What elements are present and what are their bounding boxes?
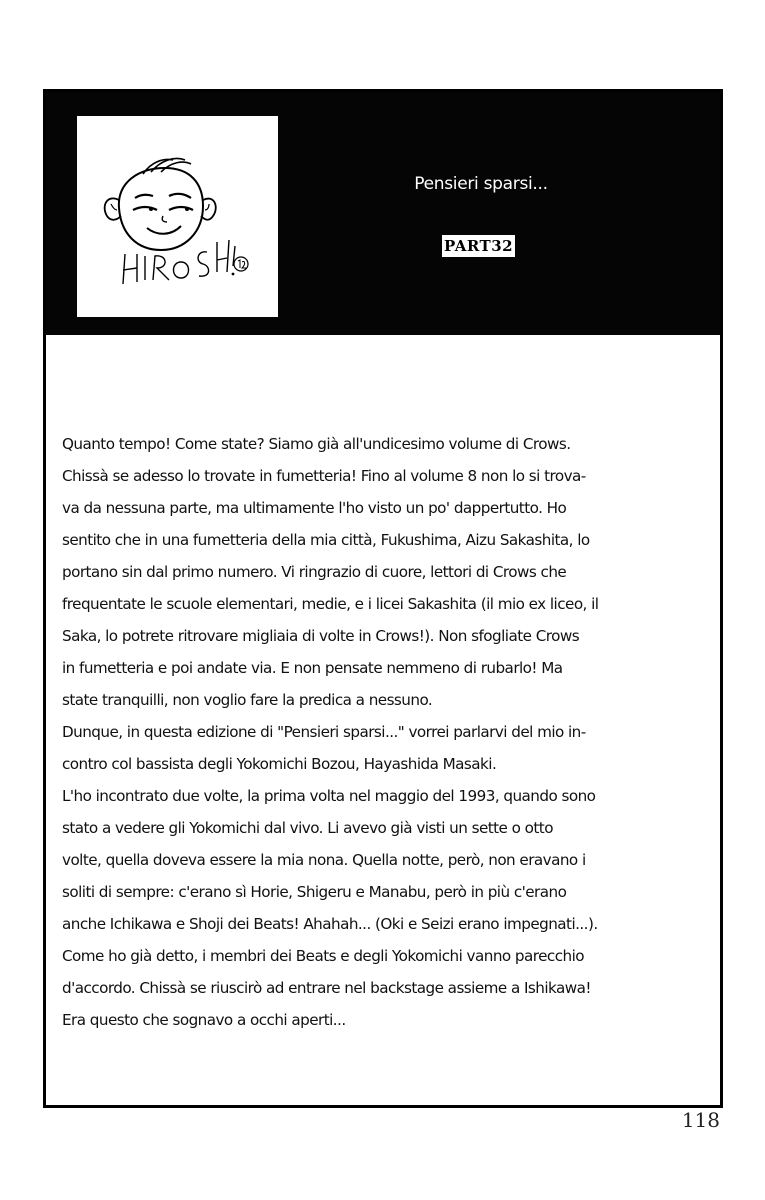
body-line: frequentate le scuole elementari, medie, e i licei Sakashita (il mio ex liceo, il (62, 595, 599, 613)
body-line: sentito che in una fumetteria della mia città, Fukushima, Aizu Sakashita, lo (62, 531, 590, 549)
body-line: Chissà se adesso lo trovate in fumetteria! Fino al volume 8 non lo si trova- (62, 467, 586, 485)
body-line: contro col bassista degli Yokomichi Bozou, Hayashida Masaki. (62, 755, 497, 773)
body-line: va da nessuna parte, ma ultimamente l'ho visto un po' dappertutto. Ho (62, 499, 567, 517)
column-title: Pensieri sparsi... (414, 174, 548, 194)
article-frame (43, 89, 723, 1108)
part-label: PART32 (444, 237, 514, 255)
body-line: state tranquilli, non voglio fare la predica a nessuno. (62, 691, 433, 709)
body-line: stato a vedere gli Yokomichi dal vivo. Li avevo già visti un sette o otto (62, 819, 553, 837)
body-line: anche Ichikawa e Shoji dei Beats! Ahahah... (Oki e Seizi erano impegnati...). (62, 915, 598, 933)
body-line: Saka, lo potrete ritrovare migliaia di volte in Crows!). Non sfogliate Crows (62, 627, 580, 645)
body-line: portano sin dal primo numero. Vi ringrazio di cuore, lettori di Crows che (62, 563, 567, 581)
body-line: L'ho incontrato due volte, la prima volta nel maggio del 1993, quando sono (62, 787, 596, 805)
body-line: Era questo che sognavo a occhi aperti... (62, 1011, 346, 1029)
body-line: Dunque, in questa edizione di "Pensieri sparsi..." vorrei parlarvi del mio in- (62, 723, 586, 741)
body-line: Come ho già detto, i membri dei Beats e degli Yokomichi vanno parecchio (62, 947, 585, 965)
body-line: d'accordo. Chissà se riuscirò ad entrare nel backstage assieme a Ishikawa! (62, 979, 591, 997)
page-number: 118 (681, 1108, 720, 1132)
article-header (46, 92, 720, 335)
body-line: in fumetteria e poi andate via. E non pensate nemmeno di rubarlo! Ma (62, 659, 563, 677)
article-body (62, 428, 710, 1036)
author-portrait (77, 116, 278, 317)
body-line: volte, quella doveva essere la mia nona. Quella notte, però, non eravano i (62, 851, 586, 869)
body-line: Quanto tempo! Come state? Siamo già all'undicesimo volume di Crows. (62, 435, 571, 453)
body-line: soliti di sempre: c'erano sì Horie, Shigeru e Manabu, però in più c'erano (62, 883, 567, 901)
author-caricature-icon (77, 116, 278, 317)
